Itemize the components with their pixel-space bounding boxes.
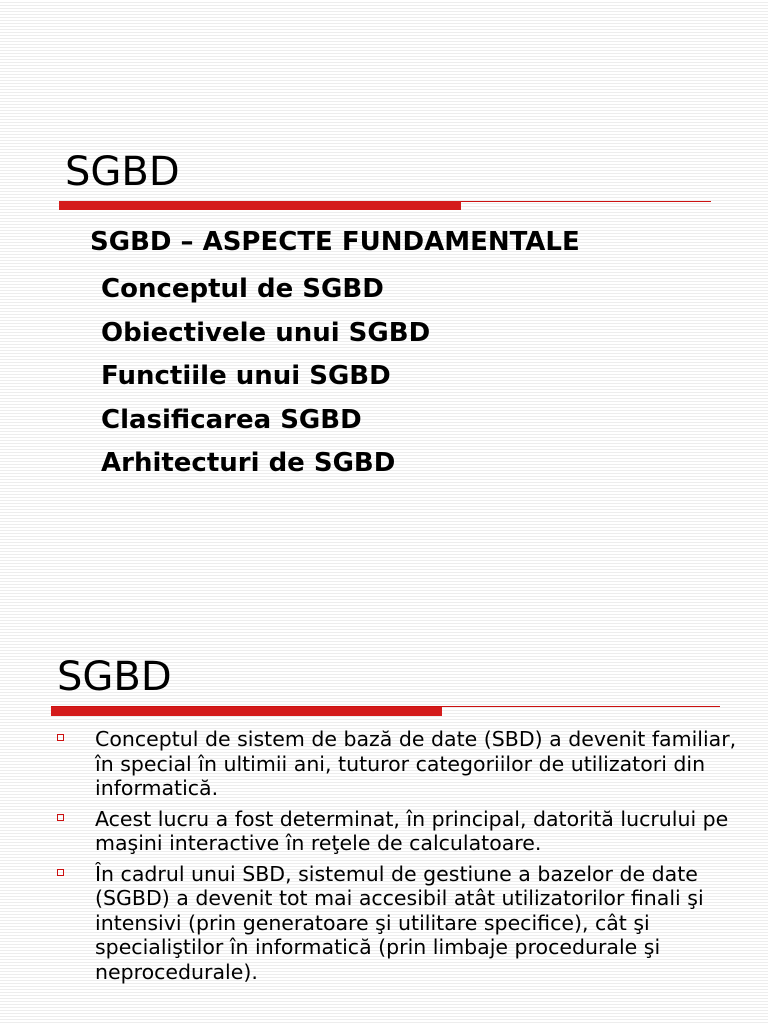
- bullet-text: Conceptul de sistem de bază de date (SBD) a devenit familiar, în special în ultimii ani, tuturor categoriilor de utilizatori din informatică.: [95, 727, 737, 800]
- bullet-item: [57, 807, 737, 856]
- title-underline-thick: [51, 707, 442, 716]
- bullet-list: [57, 727, 737, 990]
- bullet-text: În cadrul unui SBD, sistemul de gestiune a bazelor de date (SGBD) a devenit tot mai accesibil atât utilizatorilor finali şi intensivi (prin generatoare şi utilitare specifice), cât şi specialiştilor în informatică (prin limbaje procedurale şi neprocedurale).: [95, 861, 704, 984]
- square-bullet-icon: [57, 814, 64, 821]
- slide-2: [0, 512, 768, 1024]
- toc-heading: SGBD – ASPECTE FUNDAMENTALE: [90, 227, 580, 257]
- toc-item: Functiile unui SGBD: [101, 361, 391, 392]
- toc-list: [101, 268, 430, 486]
- toc-item: Clasificarea SGBD: [101, 404, 362, 435]
- toc-item: Conceptul de SGBD: [101, 274, 384, 304]
- title-underline-thick: [59, 201, 461, 210]
- square-bullet-icon: [57, 869, 64, 876]
- bullet-item: [57, 727, 737, 801]
- toc-item: Obiectivele unui SGBD: [101, 317, 431, 348]
- bullet-item: [57, 862, 737, 985]
- slide-1-title: SGBD: [65, 149, 180, 195]
- slide-2-title: SGBD: [57, 654, 172, 700]
- toc-item: Arhitecturi de SGBD: [101, 448, 396, 479]
- bullet-text: Acest lucru a fost determinat, în principal, datorită lucrului pe maşini interactive în reţele de calculatoare.: [95, 806, 729, 855]
- square-bullet-icon: [57, 734, 64, 741]
